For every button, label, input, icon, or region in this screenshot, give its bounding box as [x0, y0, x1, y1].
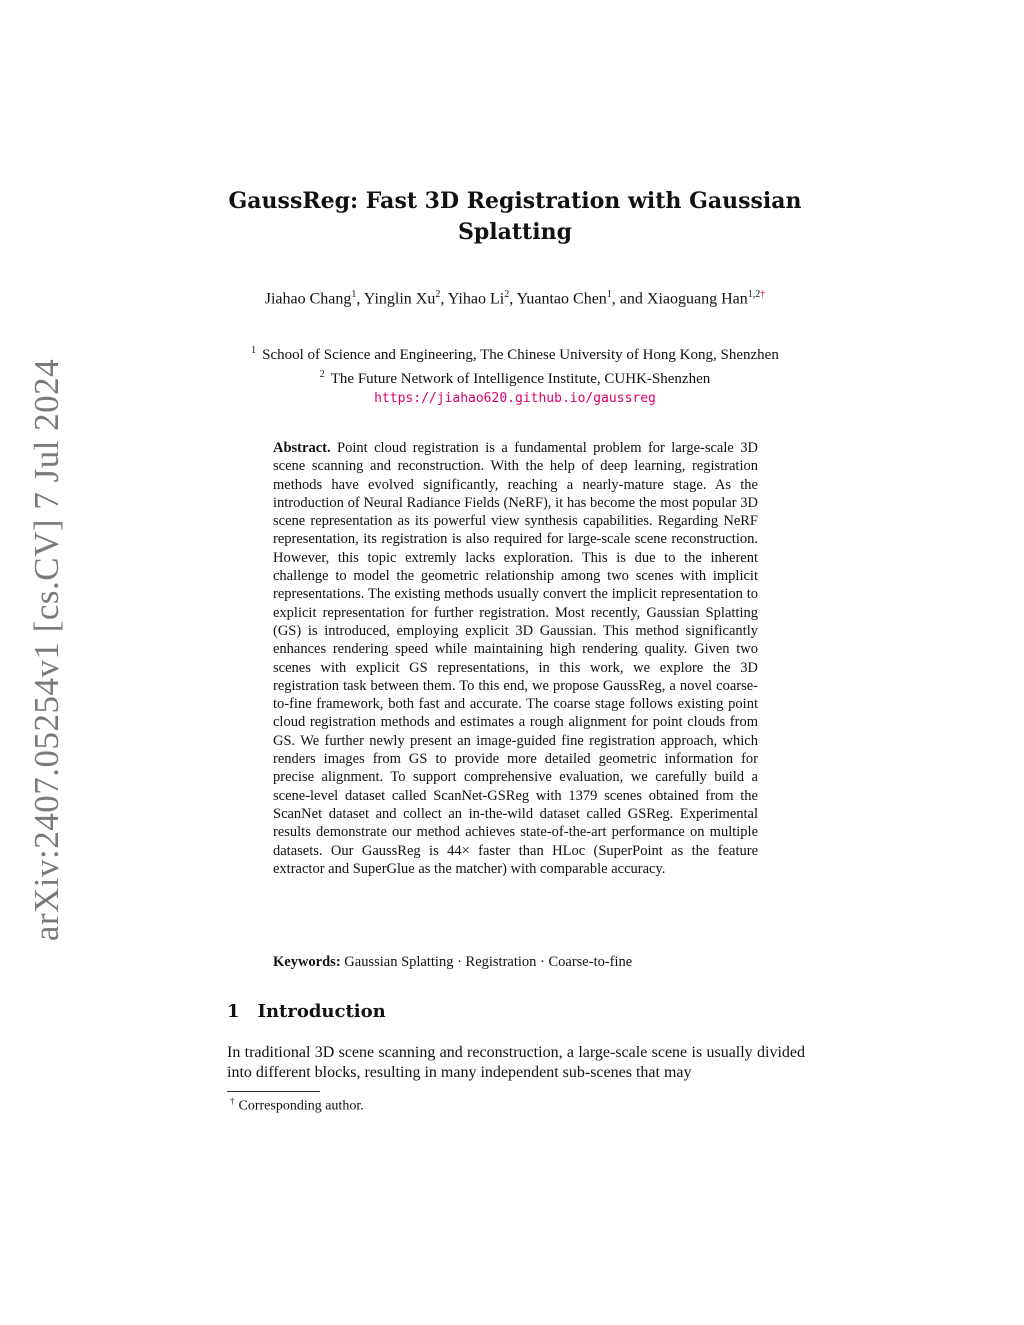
arxiv-identifier — [27, 358, 67, 941]
section-title: Introduction — [257, 1001, 386, 1022]
section-heading — [227, 1001, 386, 1022]
author-name: Yinglin Xu — [363, 290, 436, 308]
abstract — [273, 439, 758, 878]
keywords-text: Gaussian Splatting · Registration · Coarse-to-fine — [344, 954, 633, 970]
author-affil-mark: 1,2† — [747, 289, 766, 300]
footnote-text: Corresponding author. — [238, 1098, 364, 1114]
intro-paragraph: In traditional 3D scene scanning and reconstruction, a large-scale scene is usually divided into different blocks, resulting in many independent sub-scenes that may — [227, 1044, 805, 1081]
arxiv-identifier-text: arXiv:2407.05254v1 [cs.CV] 7 Jul 2024 — [27, 358, 67, 941]
section-number: 1 — [227, 1001, 240, 1022]
author-affil-mark: 2 — [435, 289, 441, 300]
author-name: Jiahao Chang — [264, 290, 352, 308]
footnote — [230, 1096, 364, 1115]
keywords-label: Keywords: — [273, 954, 341, 970]
author-affil-mark: 2 — [504, 289, 510, 300]
footnote-mark: † — [230, 1096, 235, 1106]
author-affil-mark: 1 — [351, 289, 357, 300]
author-list: Jiahao Chang$^1$, Yinglin Xu$^2$, Yihao Li$^2$, Yuantao Chen$^1$, and Xiaoguang Han$^{1,2\dagger}$ — [264, 289, 766, 308]
abstract-text: Point cloud registration is a fundamental problem for large-scale 3D scene scanning and reconstruction. With the help of deep learning, registration methods have evolved significantly, reaching a nearly-mature stage. As the introduction of Neural Radiance Fields (NeRF), it has become the most popular 3D scene representation as its powerful view synthesis capabilities. Regarding NeRF representation, its registration is also required for large-scale scene reconstruction. However, this topic extremly lacks exploration. This is due to the inherent challenge to model the geometric relationship among two scenes with implicit representations. The existing methods usually convert the implicit representation to explicit representation for further registration. Most recently, Gaussian Splatting (GS) is introduced, employing explicit 3D Gaussian. This method significantly enhances rendering speed while maintaining high rendering quality. Given two scenes with explicit GS representations, in this work, we explore the 3D registration task between them. To this end, we propose GaussReg, a novel coarse-to-fine framework, both fast and accurate. The coarse stage follows existing point cloud registration methods and estimates a rough alignment for point clouds from GS. We further newly present an image-guided fine registration approach, which renders images from GS to provide more detailed geometric information for precise alignment. To support comprehensive evaluation, we carefully build a scene-level dataset called ScanNet-GSReg with 1379 scenes obtained from the ScanNet dataset and collect an in-the-wild dataset called GSReg. Experimental results demonstrate our method achieves state-of-the-art performance on multiple datasets. Our GaussReg is 44× faster than HLoc (SuperPoint as the feature extractor and SuperGlue as the matcher) with comparable accuracy. — [273, 440, 758, 877]
abstract-label: Abstract. — [273, 440, 331, 456]
affiliation: $^2$ The Future Network of Intelligence Institute, CUHK-Shenzhen — [319, 369, 711, 387]
corresponding-author-mark: † — [760, 289, 766, 300]
paper-title: GaussReg: Fast 3D Registration with Gaussian Splatting — [228, 188, 802, 245]
author-affil-mark: 1 — [606, 289, 612, 300]
keywords — [273, 953, 758, 971]
author-name: Yihao Li — [447, 290, 505, 308]
project-url-link[interactable]: https://jiahao620.github.io/gaussreg — [374, 391, 656, 406]
author-name: Xiaoguang Han — [646, 290, 748, 308]
affiliations — [200, 341, 830, 408]
footnote-rule — [227, 1091, 320, 1092]
author-name: Yuantao Chen — [516, 290, 607, 308]
affiliation: $^1$ School of Science and Engineering, The Chinese University of Hong Kong, Shenzhen — [251, 345, 779, 363]
